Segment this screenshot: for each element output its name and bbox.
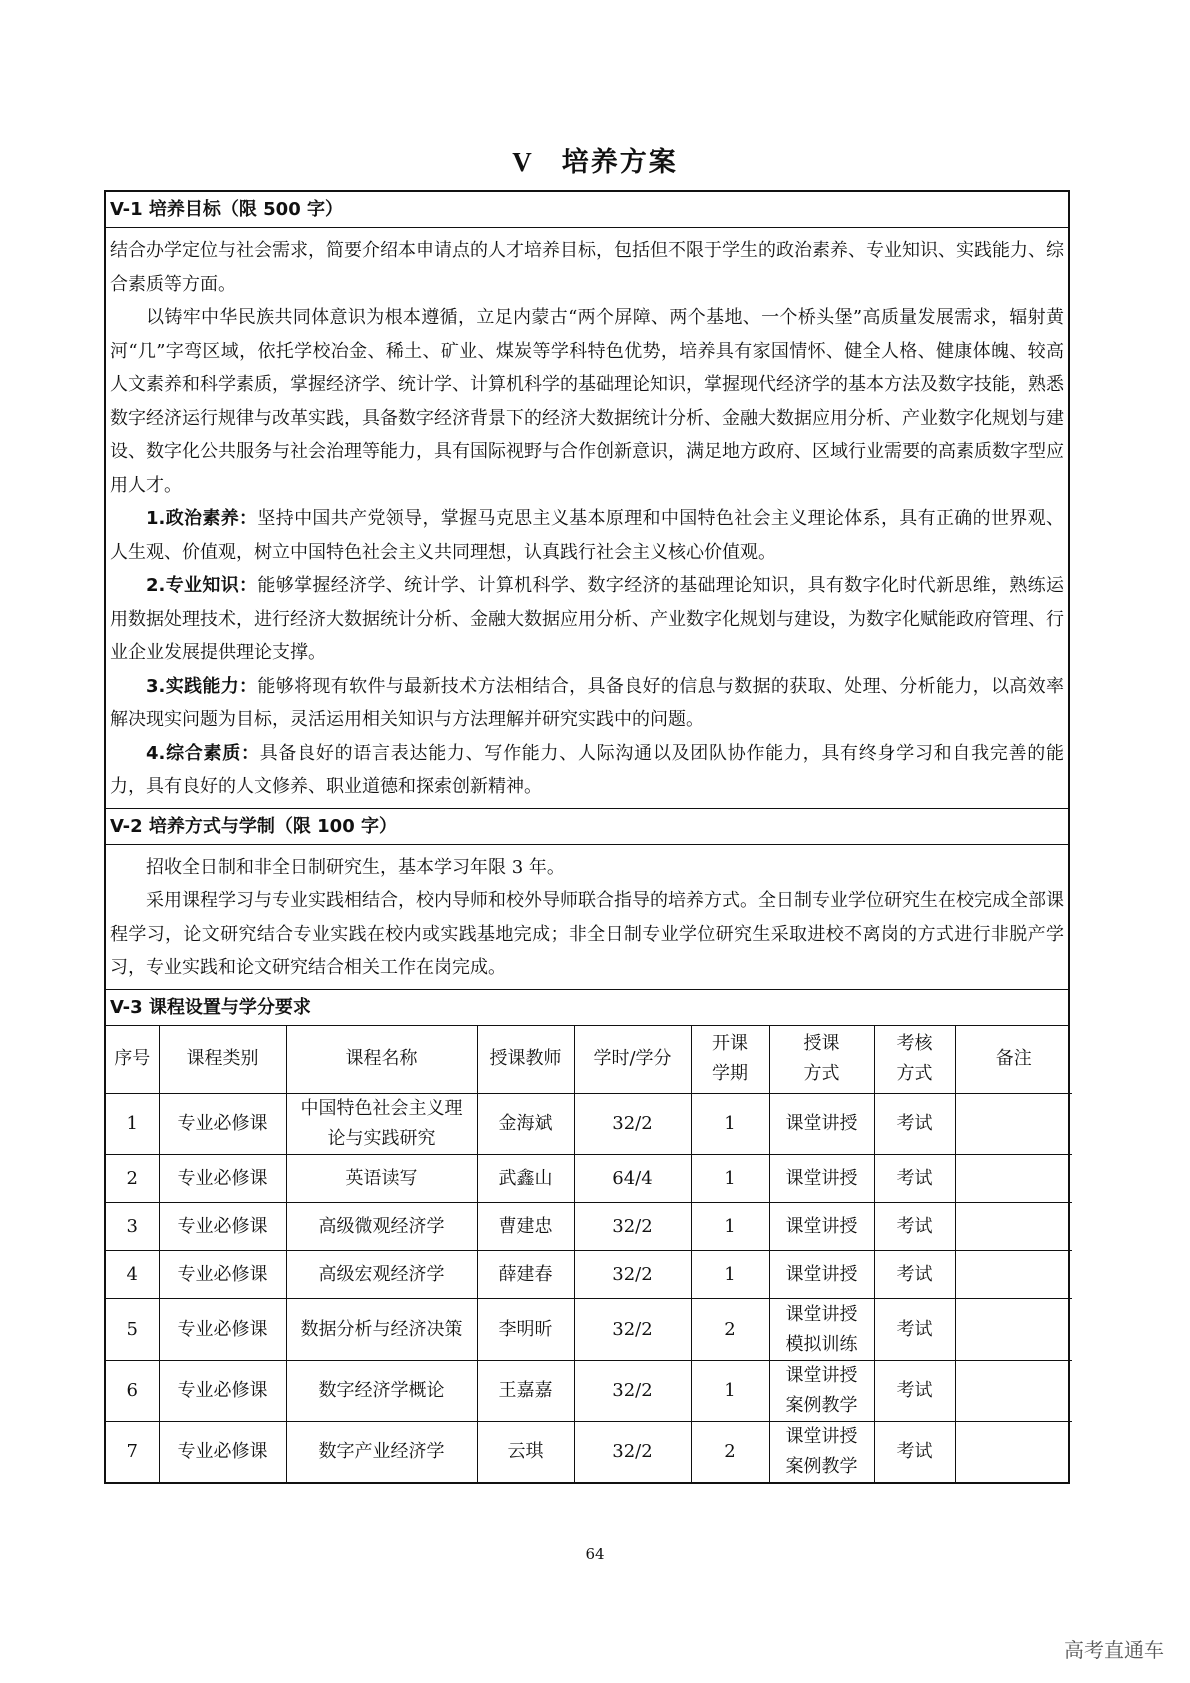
chapter-number: V (512, 147, 534, 177)
goal-item (110, 502, 1064, 569)
cell-seq: 3 (106, 1203, 159, 1251)
cell-note (955, 1094, 1072, 1155)
program-frame (104, 190, 1070, 1484)
goal-item-text: 能够将现有软件与最新技术方法相结合，具备良好的信息与数据的获取、处理、分析能力，以高效率解决现实问题为目标，灵活运用相关知识与方法理解并研究实践中的问题。 (110, 675, 1064, 730)
cell-seq: 2 (106, 1155, 159, 1203)
cell-term: 1 (691, 1251, 769, 1299)
col-term: 开课 学期 (691, 1026, 769, 1094)
goals-intro: 结合办学定位与社会需求，简要介绍本申请点的人才培养目标，包括但不限于学生的政治素养、专业知识、实践能力、综合素质等方面。 (110, 240, 1064, 295)
cell-hours: 32/2 (574, 1094, 691, 1155)
cell-mode: 课堂讲授 案例教学 (769, 1361, 874, 1422)
goal-item-label: 4.综合素质： (146, 742, 260, 764)
cell-note (955, 1251, 1072, 1299)
table-row (106, 1422, 1072, 1483)
cell-term: 1 (691, 1094, 769, 1155)
cell-hours: 32/2 (574, 1361, 691, 1422)
section-goals-heading: V-1 培养目标（限 500 字） (106, 192, 1068, 228)
cell-seq: 6 (106, 1361, 159, 1422)
cell-name: 英语读写 (286, 1155, 477, 1203)
chapter-title: 培养方案 (561, 147, 678, 178)
cell-exam: 考试 (874, 1094, 955, 1155)
cell-term: 2 (691, 1422, 769, 1483)
col-exam: 考核 方式 (874, 1026, 955, 1094)
section-mode-body (106, 845, 1068, 990)
goal-item-label: 1.政治素养： (146, 508, 258, 529)
course-table (106, 1026, 1072, 1483)
cell-exam: 考试 (874, 1203, 955, 1251)
cell-name: 数据分析与经济决策 (286, 1299, 477, 1361)
cell-term: 1 (691, 1155, 769, 1203)
section-courses-heading: V-3 课程设置与学分要求 (106, 990, 1068, 1026)
cell-hours: 32/2 (574, 1203, 691, 1251)
col-name: 课程名称 (286, 1026, 477, 1094)
col-teacher: 授课教师 (477, 1026, 574, 1094)
col-seq: 序号 (106, 1026, 159, 1094)
cell-teacher: 云琪 (477, 1422, 574, 1483)
cell-teacher: 王嘉嘉 (477, 1361, 574, 1422)
cell-seq: 5 (106, 1299, 159, 1361)
section-goals-body (106, 228, 1068, 809)
cell-category: 专业必修课 (159, 1251, 286, 1299)
cell-hours: 32/2 (574, 1299, 691, 1361)
table-row (106, 1251, 1072, 1299)
cell-note (955, 1299, 1072, 1361)
table-row (106, 1155, 1072, 1203)
cell-note (955, 1422, 1072, 1483)
goal-item-label: 2.专业知识： (146, 575, 258, 596)
mode-paragraph: 采用课程学习与专业实践相结合，校内导师和校外导师联合指导的培养方式。全日制专业学位研究生在校完成全部课程学习，论文研究结合专业实践在校内或实践基地完成；非全日制专业学位研究生采取进校不离岗的方式进行非脱产学习，专业实践和论文研究结合相关工作在岗完成。 (110, 890, 1064, 978)
cell-exam: 考试 (874, 1361, 955, 1422)
col-note: 备注 (955, 1026, 1072, 1094)
table-header-row (106, 1026, 1072, 1094)
cell-mode: 课堂讲授 (769, 1203, 874, 1251)
cell-term: 2 (691, 1299, 769, 1361)
cell-category: 专业必修课 (159, 1299, 286, 1361)
col-category: 课程类别 (159, 1026, 286, 1094)
cell-mode: 课堂讲授 (769, 1094, 874, 1155)
cell-teacher: 李明昕 (477, 1299, 574, 1361)
goal-item-text: 能够掌握经济学、统计学、计算机科学、数字经济的基础理论知识，具有数字化时代新思维，熟练运用数据处理技术，进行经济大数据统计分析、金融大数据应用分析、产业数字化规划与建设，为数字化赋能政府管理、行业企业发展提供理论支撑。 (110, 575, 1064, 663)
cell-hours: 32/2 (574, 1422, 691, 1483)
page-title (0, 140, 1190, 179)
goal-item (110, 670, 1064, 737)
cell-name: 高级宏观经济学 (286, 1251, 477, 1299)
cell-name: 数字经济学概论 (286, 1361, 477, 1422)
goal-item (110, 569, 1064, 670)
col-mode: 授课 方式 (769, 1026, 874, 1094)
page-number: 64 (585, 1545, 605, 1563)
cell-exam: 考试 (874, 1422, 955, 1483)
mode-paragraph: 招收全日制和非全日制研究生，基本学习年限 3 年。 (146, 856, 565, 878)
cell-teacher: 曹建忠 (477, 1203, 574, 1251)
cell-category: 专业必修课 (159, 1155, 286, 1203)
table-row (106, 1299, 1072, 1361)
cell-exam: 考试 (874, 1155, 955, 1203)
cell-mode: 课堂讲授 (769, 1155, 874, 1203)
cell-mode: 课堂讲授 (769, 1251, 874, 1299)
goal-item-text: 具备良好的语言表达能力、写作能力、人际沟通以及团队协作能力，具有终身学习和自我完善的能力，具有良好的人文修养、职业道德和探索创新精神。 (110, 742, 1064, 797)
goals-main: 以铸牢中华民族共同体意识为根本遵循，立足内蒙古“两个屏障、两个基地、一个桥头堡”高质量发展需求，辐射黄河“几”字弯区域，依托学校冶金、稀土、矿业、煤炭等学科特色优势，培养具有家国情怀、健全人格、健康体魄、较高人文素养和科学素质，掌握经济学、统计学、计算机科学的基础理论知识，掌握现代经济学的基本方法及数字技能，熟悉数字经济运行规律与改革实践，具备数字经济背景下的经济大数据统计分析、金融大数据应用分析、产业数字化规划与建设、数字化公共服务与社会治理等能力，具有国际视野与合作创新意识，满足地方政府、区域行业需要的高素质数字型应用人才。 (110, 307, 1064, 496)
cell-category: 专业必修课 (159, 1361, 286, 1422)
watermark-text: 高考直通车 (1064, 1638, 1164, 1662)
cell-exam: 考试 (874, 1251, 955, 1299)
cell-seq: 4 (106, 1251, 159, 1299)
table-row (106, 1094, 1072, 1155)
cell-exam: 考试 (874, 1299, 955, 1361)
cell-name: 数字产业经济学 (286, 1422, 477, 1483)
cell-term: 1 (691, 1203, 769, 1251)
cell-teacher: 薛建春 (477, 1251, 574, 1299)
section-mode-heading: V-2 培养方式与学制（限 100 字） (106, 809, 1068, 845)
goal-item (110, 737, 1064, 804)
cell-seq: 1 (106, 1094, 159, 1155)
goal-item-label: 3.实践能力： (146, 675, 258, 697)
cell-teacher: 武鑫山 (477, 1155, 574, 1203)
cell-seq: 7 (106, 1422, 159, 1483)
cell-category: 专业必修课 (159, 1422, 286, 1483)
table-row (106, 1203, 1072, 1251)
cell-hours: 32/2 (574, 1251, 691, 1299)
goal-item-text: 坚持中国共产党领导，掌握马克思主义基本原理和中国特色社会主义理论体系，具有正确的世界观、人生观、价值观，树立中国特色社会主义共同理想，认真践行社会主义核心价值观。 (110, 508, 1064, 563)
table-row (106, 1361, 1072, 1422)
cell-name: 中国特色社会主义理 论与实践研究 (286, 1094, 477, 1155)
cell-term: 1 (691, 1361, 769, 1422)
cell-category: 专业必修课 (159, 1094, 286, 1155)
cell-mode: 课堂讲授 案例教学 (769, 1422, 874, 1483)
cell-name: 高级微观经济学 (286, 1203, 477, 1251)
cell-category: 专业必修课 (159, 1203, 286, 1251)
cell-mode: 课堂讲授 模拟训练 (769, 1299, 874, 1361)
cell-note (955, 1203, 1072, 1251)
cell-note (955, 1361, 1072, 1422)
cell-hours: 64/4 (574, 1155, 691, 1203)
cell-teacher: 金海斌 (477, 1094, 574, 1155)
col-hours: 学时/学分 (574, 1026, 691, 1094)
cell-note (955, 1155, 1072, 1203)
